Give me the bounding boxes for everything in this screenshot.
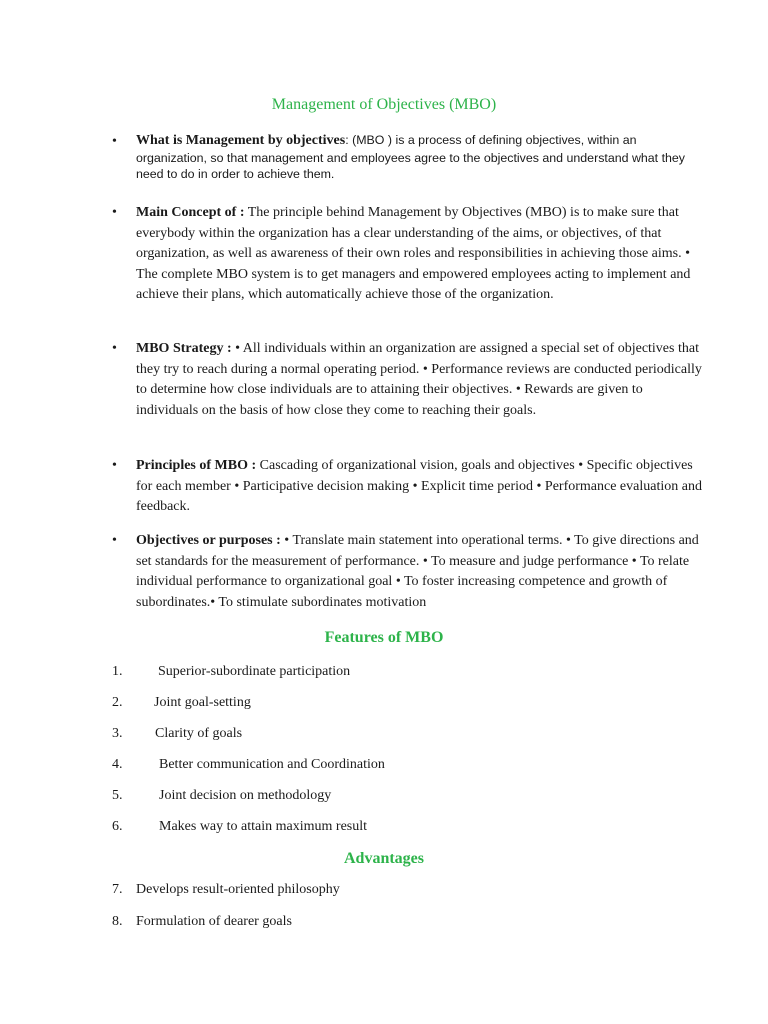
feature-text: Superior-subordinate participation (158, 664, 351, 679)
bullet-text (136, 203, 702, 306)
bullet-text (136, 132, 702, 183)
bullet-body: Cascading of organizational vision, goals and objectives • Specific objectives for each member • Participative decision making • Explicit time period • Performance evaluation and feedback. (136, 458, 702, 515)
bullet-dot-icon: • (112, 458, 117, 473)
bullet-text (136, 456, 702, 518)
bullet-body: The principle behind Management by Objectives (MBO) is to make sure that everybody within the organization has a clear understanding of the aims, or objectives, of that organization, as well as awareness of their own roles and responsibilities in achieving those aims. • The complete MBO system is to get managers and empowered employees acting to implement and achieve their plans, which automatically achieve those of the organization. (136, 205, 691, 303)
bullet-body: : (MBO ) is a process of defining objectives, within an organization, so that management and employees agree to the objectives and understand what they need to do in order to achieve them. (136, 133, 685, 182)
feature-text: Clarity of goals (155, 726, 243, 741)
advantage-text: Develops result-oriented philosophy (136, 882, 340, 897)
bullet-lead: What is Management by objectives (136, 133, 346, 148)
feature-number: 3. (112, 726, 123, 741)
advantage-text: Formulation of dearer goals (136, 914, 292, 929)
feature-number: 6. (112, 819, 123, 834)
advantage-number: 8. (112, 914, 123, 929)
feature-number: 5. (112, 788, 123, 803)
bullet-lead: Main Concept of : (136, 205, 245, 220)
page-title: Management of Objectives (MBO) (271, 96, 497, 113)
feature-text: Joint goal-setting (154, 695, 251, 710)
bullet-body: • All individuals within an organization are assigned a special set of objectives that they try to reach during a normal operating period. • Performance reviews are conducted periodically to determine how close individuals are to attaining their objectives. • Rewards are given to individuals on the basis of how close they come to reaching their goals. (136, 341, 702, 418)
advantage-number: 7. (112, 882, 123, 897)
bullet-dot-icon: • (112, 205, 117, 220)
bullet-dot-icon: • (112, 341, 117, 356)
feature-number: 1. (112, 664, 123, 679)
advantages-heading: Advantages (343, 850, 424, 867)
feature-number: 4. (112, 757, 123, 772)
bullet-lead: Objectives or purposes : (136, 533, 281, 548)
bullet-lead: Principles of MBO : (136, 458, 257, 473)
bullet-dot-icon: • (112, 134, 117, 149)
feature-text: Makes way to attain maximum result (159, 819, 368, 834)
bullet-lead: MBO Strategy : (136, 341, 232, 356)
bullet-body: • Translate main statement into operational terms. • To give directions and set standards for the measurement of performance. • To measure and judge performance • To relate individual performance to organizational goal • To foster increasing competence and growth of subordinates.• To stimulate subordinates motivation (136, 533, 699, 610)
bullet-dot-icon: • (112, 533, 117, 548)
bullet-text (136, 531, 702, 613)
feature-text: Better communication and Coordination (159, 757, 385, 772)
feature-number: 2. (112, 695, 123, 710)
feature-text: Joint decision on methodology (159, 788, 332, 803)
features-heading: Features of MBO (324, 629, 444, 646)
bullet-text (136, 339, 702, 421)
